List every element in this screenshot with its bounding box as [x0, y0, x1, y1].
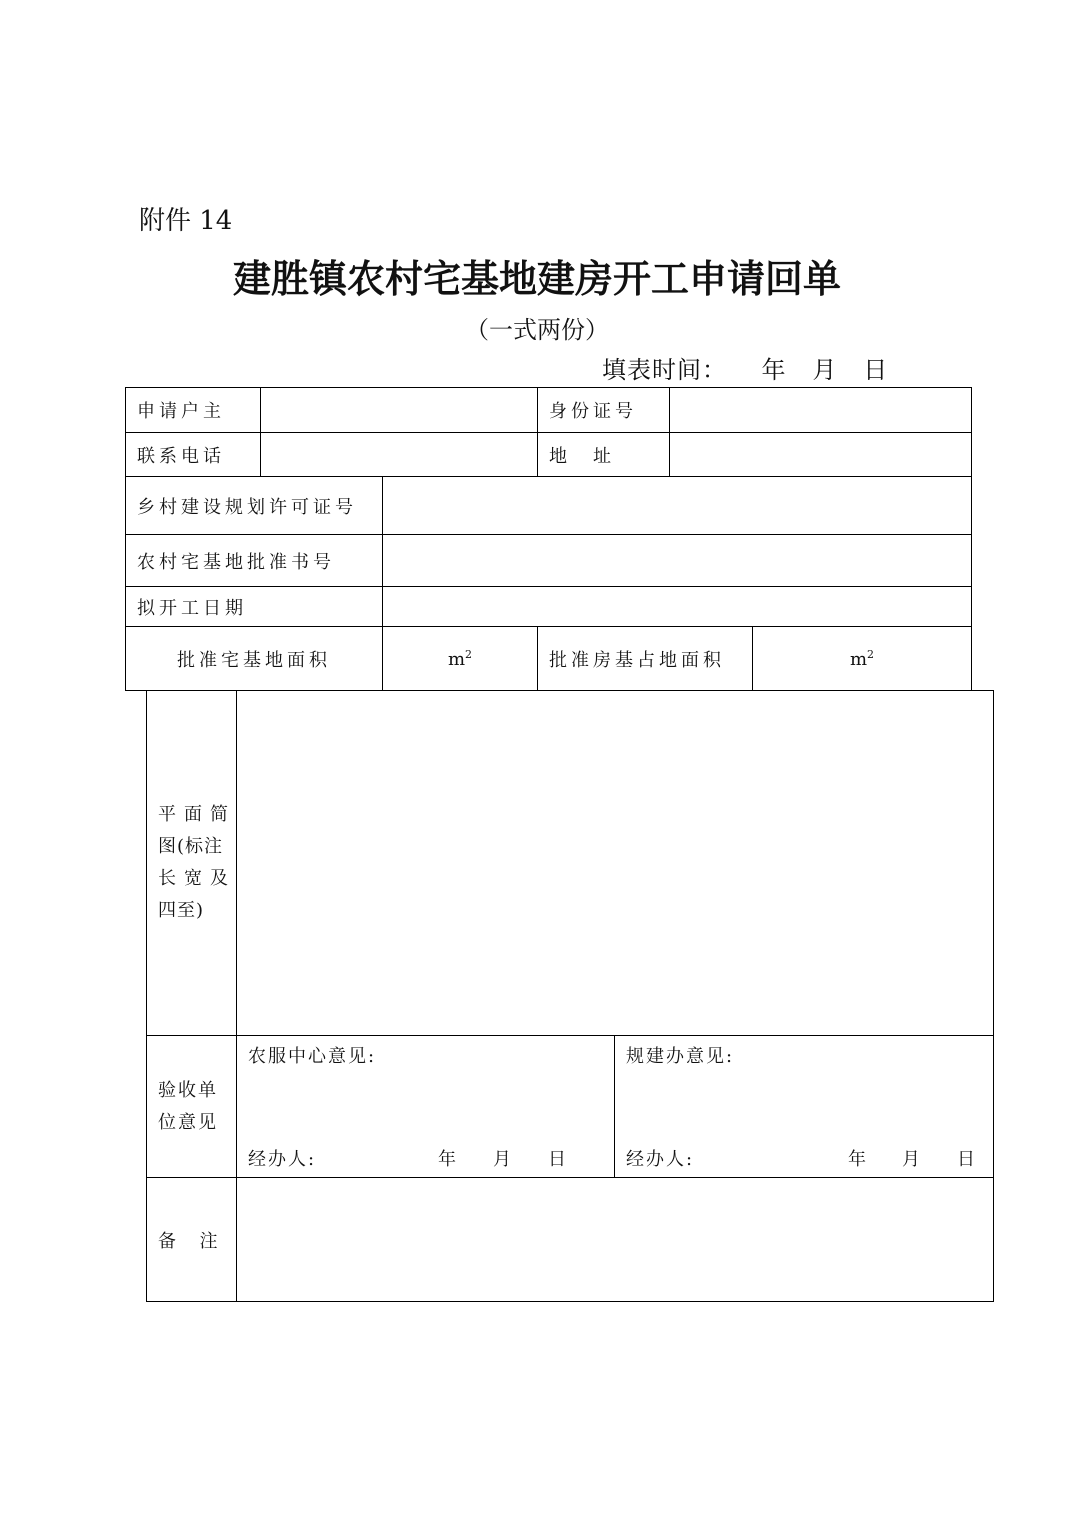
remarks-label [147, 1178, 237, 1302]
floor-plan-label-line3: 长宽及 [158, 868, 236, 889]
annex-number: 附件 14 [139, 206, 233, 236]
fill-time-line [602, 350, 888, 385]
agri-center-handler-label: 经办人: [248, 1149, 317, 1170]
agri-center-year: 年 [438, 1149, 456, 1170]
homestead-area-unit: m [447, 648, 466, 670]
start-date-field[interactable] [383, 587, 972, 627]
floor-plan-label-line4: 四至) [158, 900, 205, 921]
remarks-field[interactable] [237, 1178, 994, 1302]
document-title: 建胜镇农村宅基地建房开工申请回单 [232, 257, 841, 301]
id-number-label: 身份证号 [538, 388, 670, 433]
address-field[interactable] [670, 433, 972, 477]
building-area-label: 批准房基占地面积 [538, 627, 753, 691]
approval-number-label: 农村宅基地批准书号 [126, 535, 383, 587]
fill-time-year: 年 [761, 356, 787, 384]
id-number-field[interactable] [670, 388, 972, 433]
acceptance-label [147, 1036, 237, 1178]
floor-plan-label [147, 691, 237, 1036]
agri-center-month: 月 [493, 1149, 511, 1170]
planning-office-month: 月 [902, 1149, 920, 1170]
floor-plan-label-line1: 平面简 [158, 804, 236, 825]
floor-plan-label-line2: 图(标注 [158, 836, 224, 857]
homestead-area-field[interactable] [383, 627, 538, 691]
applicant-info-table [125, 387, 972, 691]
fill-time-day: 日 [863, 356, 889, 384]
phone-label: 联系电话 [126, 433, 261, 477]
planning-permit-label: 乡村建设规划许可证号 [126, 477, 383, 535]
planning-office-handler-line [626, 1145, 993, 1171]
fill-time-label: 填表时间： [602, 356, 727, 384]
planning-office-year: 年 [848, 1149, 866, 1170]
building-area-field[interactable] [753, 627, 972, 691]
building-area-unit-exponent: 2 [867, 647, 875, 661]
remarks-label-text: 备 注 [158, 1230, 222, 1252]
planning-office-opinion-label: 规建办意见: [626, 1046, 735, 1067]
applicant-label: 申请户主 [126, 388, 261, 433]
planning-office-handler-label: 经办人: [626, 1149, 695, 1170]
floor-plan-sketch-area[interactable] [237, 691, 994, 1036]
agri-center-day: 日 [548, 1149, 566, 1170]
applicant-field[interactable] [261, 388, 538, 433]
agri-center-opinion-label: 农服中心意见: [248, 1046, 377, 1067]
building-area-unit: m [849, 648, 868, 670]
homestead-area-label: 批准宅基地面积 [126, 627, 383, 691]
phone-field[interactable] [261, 433, 538, 477]
acceptance-label-line1: 验收单 [158, 1079, 218, 1101]
agri-center-opinion-cell[interactable] [237, 1036, 615, 1178]
homestead-area-unit-exponent: 2 [465, 647, 473, 661]
planning-permit-field[interactable] [383, 477, 972, 535]
planning-office-opinion-cell[interactable] [615, 1036, 994, 1178]
copies-note: （一式两份） [465, 316, 609, 344]
address-label: 地 址 [538, 433, 670, 477]
acceptance-label-line2: 位意见 [158, 1111, 218, 1133]
fill-time-month: 月 [812, 356, 838, 384]
planning-office-day: 日 [957, 1149, 975, 1170]
start-date-label: 拟开工日期 [126, 587, 383, 627]
agri-center-handler-line [248, 1145, 614, 1171]
approval-number-field[interactable] [383, 535, 972, 587]
plan-and-opinion-table [146, 690, 994, 1302]
